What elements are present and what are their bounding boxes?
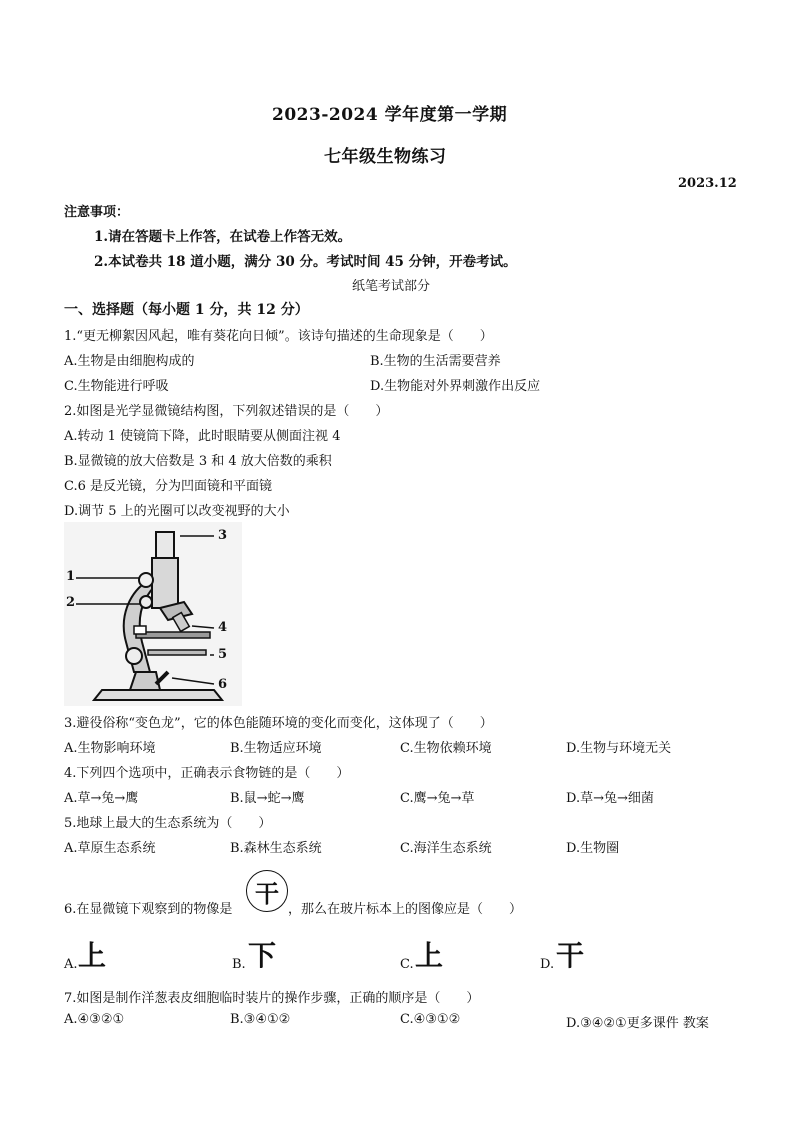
notes-item-2: 2.本试卷共 18 道小题，满分 30 分。考试时间 45 分钟，开卷考试。 bbox=[94, 254, 517, 270]
question-3-stem: 3.避役俗称“变色龙”，它的体色能随环境的变化而变化，这体现了（ ） bbox=[64, 716, 493, 731]
question-5-option-d: D.生物圈 bbox=[566, 841, 620, 856]
exam-subtitle: 七年级生物练习 bbox=[324, 147, 447, 167]
question-4-stem: 4.下列四个选项中，正确表示食物链的是（ ） bbox=[64, 766, 350, 781]
question-4-option-d: D.草→兔→细菌 bbox=[566, 791, 654, 806]
question-3-option-c: C.生物依赖环境 bbox=[400, 741, 492, 756]
question-6-stem-b: ，那么在玻片标本上的图像应是（ ） bbox=[288, 902, 523, 917]
question-7-option-d: D.③④②①更多课件 教案 bbox=[566, 1016, 709, 1031]
question-1-option-c: C.生物能进行呼吸 bbox=[64, 379, 169, 394]
question-7-option-a: A.④③②① bbox=[64, 1012, 125, 1027]
question-1-option-b: B.生物的生活需要营养 bbox=[370, 354, 501, 369]
question-6-option-a: A. bbox=[64, 957, 78, 972]
observed-image bbox=[246, 870, 288, 912]
question-4-option-a: A.草→兔→鹰 bbox=[64, 791, 139, 806]
section-label: 纸笔考试部分 bbox=[352, 279, 431, 294]
question-5-option-a: A.草原生态系统 bbox=[64, 841, 156, 856]
exam-title: 2023-2024 学年度第一学期 bbox=[272, 105, 508, 125]
question-2-option-d: D.调节 5 上的光圈可以改变视野的大小 bbox=[64, 504, 290, 519]
figure-label-3: 3 bbox=[218, 528, 228, 543]
exam-date: 2023.12 bbox=[678, 176, 737, 191]
question-5-option-c: C.海洋生态系统 bbox=[400, 841, 492, 856]
option-d-glyph: 干 bbox=[556, 939, 585, 972]
figure-label-1: 1 bbox=[66, 569, 76, 584]
figure-label-5: 5 bbox=[218, 647, 228, 662]
question-3-option-b: B.生物适应环境 bbox=[230, 741, 322, 756]
figure-label-4: 4 bbox=[218, 620, 228, 635]
question-6-option-b: B. bbox=[232, 957, 246, 972]
notes-heading: 注意事项： bbox=[64, 205, 130, 220]
figure-label-6: 6 bbox=[218, 677, 228, 692]
question-5-stem: 5.地球上最大的生态系统为（ ） bbox=[64, 816, 272, 831]
question-2-stem: 2.如图是光学显微镜结构图，下列叙述错误的是（ ） bbox=[64, 404, 389, 419]
question-6-stem-a: 6.在显微镜下观察到的物像是 bbox=[64, 902, 233, 917]
question-2-option-b: B.显微镜的放大倍数是 3 和 4 放大倍数的乘积 bbox=[64, 454, 332, 469]
observed-glyph: 干 bbox=[255, 879, 279, 908]
question-7-stem: 7.如图是制作洋葱表皮细胞临时装片的操作步骤，正确的顺序是（ ） bbox=[64, 991, 480, 1006]
question-3-option-d: D.生物与环境无关 bbox=[566, 741, 672, 756]
microscope-figure bbox=[64, 522, 242, 706]
question-1-stem: 1.“更无柳絮因风起，唯有葵花向日倾”。该诗句描述的生命现象是（ ） bbox=[64, 329, 493, 344]
question-2-option-c: C.6 是反光镜，分为凹面镜和平面镜 bbox=[64, 479, 273, 494]
question-6-option-d: D. bbox=[540, 957, 555, 972]
figure-label-2: 2 bbox=[66, 595, 76, 610]
option-c-glyph: 上 bbox=[415, 939, 444, 972]
question-7-option-c: C.④③①② bbox=[400, 1012, 461, 1027]
question-1-option-d: D.生物能对外界刺激作出反应 bbox=[370, 379, 541, 394]
part1-heading: 一、选择题（每小题 1 分，共 12 分） bbox=[64, 302, 309, 318]
question-1-option-a: A.生物是由细胞构成的 bbox=[64, 354, 195, 369]
question-4-option-b: B.鼠→蛇→鹰 bbox=[230, 791, 305, 806]
option-b-glyph: 下 bbox=[248, 939, 277, 972]
question-2-option-a: A.转动 1 使镜筒下降，此时眼睛要从侧面注视 4 bbox=[64, 429, 341, 444]
question-3-option-a: A.生物影响环境 bbox=[64, 741, 156, 756]
question-5-option-b: B.森林生态系统 bbox=[230, 841, 322, 856]
question-6-option-c: C. bbox=[400, 957, 414, 972]
question-4-option-c: C.鹰→兔→草 bbox=[400, 791, 475, 806]
option-a-glyph: 上 bbox=[78, 939, 107, 972]
question-7-option-b: B.③④①② bbox=[230, 1012, 291, 1027]
notes-item-1: 1.请在答题卡上作答，在试卷上作答无效。 bbox=[94, 229, 352, 245]
